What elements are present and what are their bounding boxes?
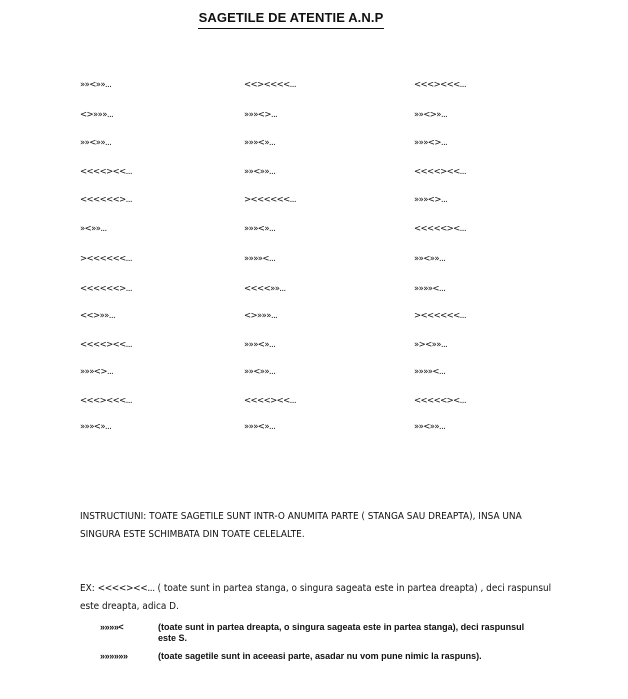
arrow-row bbox=[80, 396, 600, 410]
arrow-sequence: »»»<»... bbox=[244, 138, 276, 148]
arrow-sequence: »»<»»... bbox=[244, 167, 276, 177]
example-prefix: EX: bbox=[80, 583, 98, 594]
instructions-text: INSTRUCTIUNI: TOATE SAGETILE SUNT INTR-O ANUMITA PARTE ( STANGA SAU DREAPTA), INSA UNA SINGURA ESTE SCHIMBATA DIN TOATE CELELALTE. bbox=[80, 511, 522, 540]
arrow-sequence: »»<»»... bbox=[244, 367, 276, 377]
sub-example-sequence: »»»»< bbox=[100, 622, 124, 632]
arrow-sequence: <<<<<<>... bbox=[80, 284, 132, 294]
arrow-sequence: <<><<<<... bbox=[244, 80, 296, 90]
arrow-sequence: »»»<>... bbox=[80, 367, 114, 377]
sub-example bbox=[100, 622, 540, 644]
arrow-sequence: ><<<<<<... bbox=[414, 311, 466, 321]
sub-example bbox=[100, 651, 540, 662]
arrow-row bbox=[80, 195, 600, 209]
sub-example-sequence: »»»»»» bbox=[100, 651, 128, 661]
sub-example-explanation: (toate sunt in partea dreapta, o singura sageata este in partea stanga), deci raspunsul este S. bbox=[158, 622, 525, 643]
arrow-sequence: <<<<<><... bbox=[414, 396, 466, 406]
arrow-sequence: <<<<><<... bbox=[414, 167, 466, 177]
arrow-sequence: »<»»... bbox=[80, 224, 107, 234]
arrow-sequence: <<<<><<... bbox=[80, 167, 132, 177]
arrow-row bbox=[80, 138, 600, 152]
arrow-sequence: »»»<>... bbox=[414, 195, 448, 205]
arrow-sequence: »»<»»... bbox=[80, 80, 112, 90]
arrow-sequence: »»<»»... bbox=[80, 138, 112, 148]
arrow-sequence: »»»<»... bbox=[244, 422, 276, 432]
arrow-sequence: <<<><<<... bbox=[414, 80, 466, 90]
arrow-sequence: <<<><<<... bbox=[80, 396, 132, 406]
arrow-row bbox=[80, 311, 600, 325]
arrow-sequence: <>»»»... bbox=[80, 110, 114, 120]
arrow-row bbox=[80, 422, 600, 436]
arrow-sequence: »»<»»... bbox=[414, 422, 446, 432]
arrow-row bbox=[80, 167, 600, 181]
example-explanation: ( toate sunt in partea stanga, o singura sageata este in partea dreapta) , deci raspunsul este dreapta, adica D. bbox=[80, 583, 552, 612]
arrow-row bbox=[80, 367, 600, 381]
arrow-sequence: »»»<»... bbox=[244, 340, 276, 350]
arrow-sequence: »»»»<... bbox=[414, 284, 446, 294]
arrow-sequence: »»<»»... bbox=[414, 254, 446, 264]
arrow-sequence: <<<<><<... bbox=[80, 340, 132, 350]
arrow-sequence: <<<<<<>... bbox=[80, 195, 132, 205]
arrow-sequence: <<<<<><... bbox=[414, 224, 466, 234]
arrow-sequence: <<>»»... bbox=[80, 311, 116, 321]
arrow-row bbox=[80, 254, 600, 268]
arrow-row bbox=[80, 80, 600, 94]
arrow-sequence: »»»<>... bbox=[414, 138, 448, 148]
example-sequence: <<<<><<... bbox=[97, 583, 155, 594]
arrow-sequence: »»»<>... bbox=[244, 110, 278, 120]
arrow-row bbox=[80, 340, 600, 354]
arrow-sequence: »»<>»... bbox=[414, 110, 448, 120]
arrow-sequence: <<<<»»... bbox=[244, 284, 286, 294]
arrow-sequence: »»»<»... bbox=[244, 224, 276, 234]
arrow-sequence: <>»»»... bbox=[244, 311, 278, 321]
sub-example-explanation: (toate sagetile sunt in aceeasi parte, asadar nu vom pune nimic la raspuns). bbox=[158, 651, 482, 661]
arrow-sequence: ><<<<<<... bbox=[80, 254, 132, 264]
arrow-sequence: »»»»<... bbox=[244, 254, 276, 264]
arrow-sequence: ><<<<<<... bbox=[244, 195, 296, 205]
page-title: SAGETILE DE ATENTIE A.N.P bbox=[198, 10, 384, 29]
arrow-row bbox=[80, 110, 600, 124]
arrow-row bbox=[80, 284, 600, 298]
arrow-sequence: »»»<»... bbox=[80, 422, 112, 432]
arrow-row bbox=[80, 224, 600, 238]
arrow-sequence: »»»»<... bbox=[414, 367, 446, 377]
arrow-sequence: <<<<><<... bbox=[244, 396, 296, 406]
example-paragraph bbox=[80, 580, 564, 616]
arrow-sequence: »><»»... bbox=[414, 340, 448, 350]
